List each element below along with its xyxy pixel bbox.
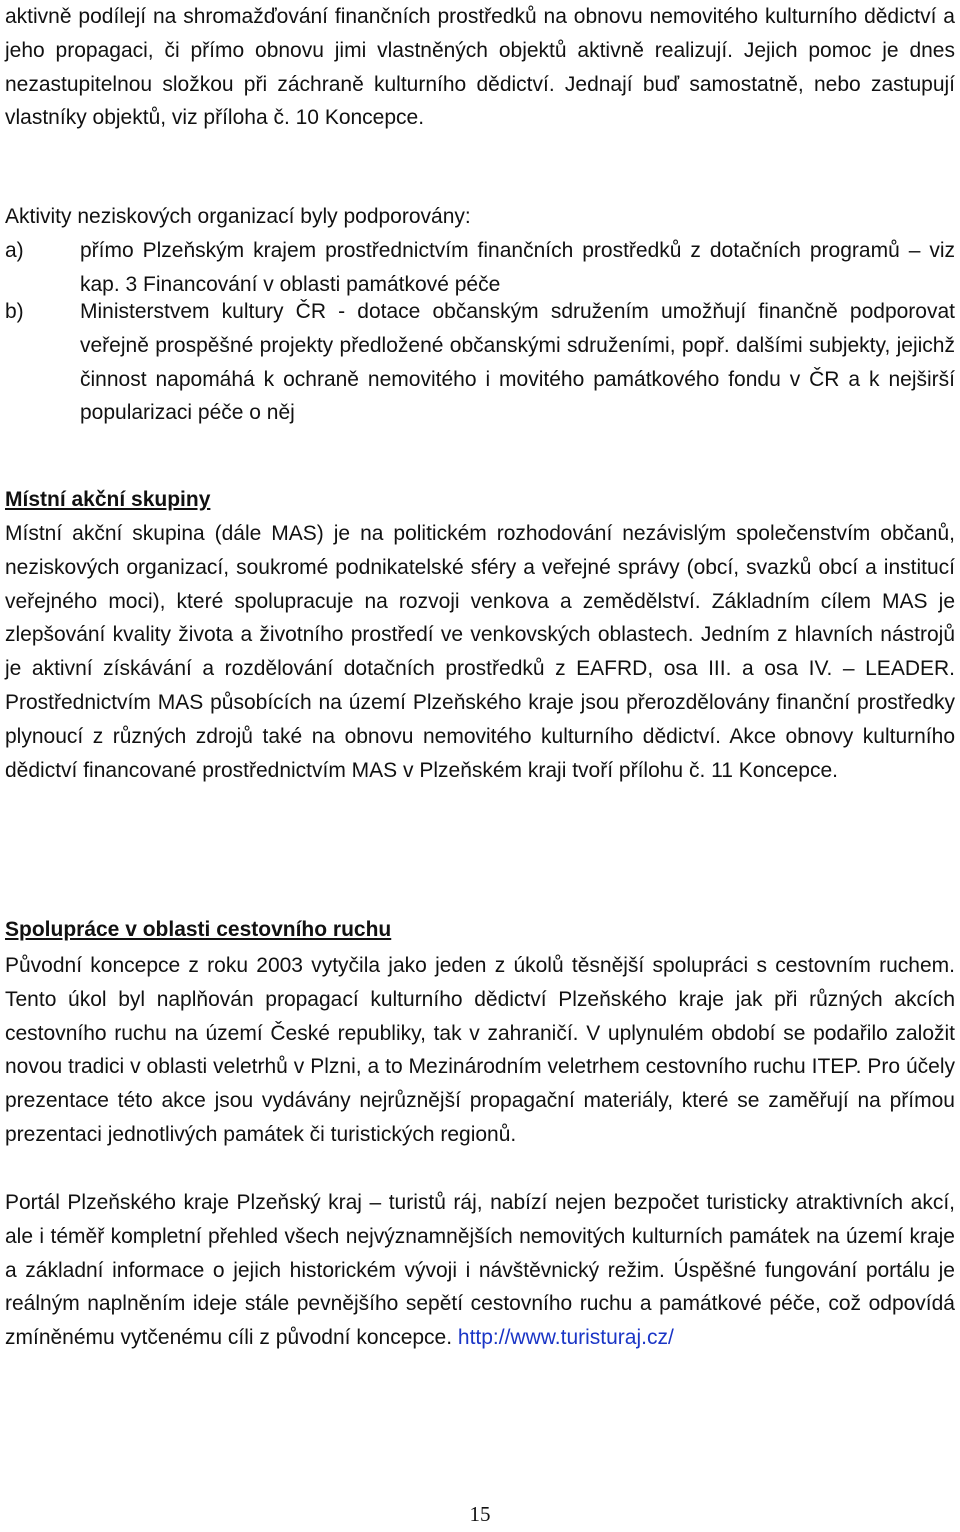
tourism-heading: Spolupráce v oblasti cestovního ruchu bbox=[5, 918, 392, 941]
mas-heading: Místní akční skupiny bbox=[5, 488, 211, 511]
tourism-paragraph-1: Původní koncepce z roku 2003 vytyčila jako jeden z úkolů těsnější spolupráci s cestovním ruchem. Tento úkol byl naplňován propagací kulturního dědictví Plzeňského kraje jak při různých akcích cestovního ruchu na území České republiky, tak v zahraničí. V uplynulém období se podařilo založit novou tradici v oblasti veletrhů v Plzni, a to Mezinárodním veletrhem cestovního ruchu ITEP. Pro účely prezentace této akce jsou vydávány nejrůznější propagační materiály, které se zaměřují na přímou prezentaci jednotlivých památek či turistických regionů. bbox=[5, 954, 955, 1146]
turisturaj-link[interactable]: http://www.turisturaj.cz/ bbox=[457, 1326, 674, 1350]
page-number: 15 bbox=[469, 1502, 491, 1526]
list-marker-a: a) bbox=[5, 239, 24, 262]
list-text-a: přímo Plzeňským krajem prostřednictvím finančních prostředků z dotačních programů – viz kap. 3 Financování v oblasti památkové péče bbox=[80, 239, 955, 296]
list-text-b: Ministerstvem kultury ČR - dotace občanským sdružením umožňují finančně podporovat veřejně prospěšné projekty předložené občanskými sdruženími, popř. dalšími subjekty, jejichž činnost napomáhá k ochraně nemovitého i movitého památkového fondu v ČR a k nejširší popularizaci péče o něj bbox=[80, 300, 955, 425]
tourism-paragraph-2-text: Portál Plzeňského kraje Plzeňský kraj – turistů ráj, nabízí nejen bezpočet turisticky atraktivních akcí, ale i téměř kompletní přehled všech nejvýznamnějších nemovitých kulturních památek na území kraje a základní informace o jejich historickém vývoji i návštěvnický režim. Úspěšné fungování portálu je reálným naplněním ideje stále pevnějšího sepětí cestovního ruchu a památkové péče, což odpovídá zmíněnému vytčenému cíli z původní koncepce. bbox=[5, 1191, 955, 1350]
mas-paragraph: Místní akční skupina (dále MAS) je na politickém rozhodování nezávislým společenstvím občanů, neziskových organizací, soukromé podnikatelské sféry a veřejné správy (obcí, svazků obcí a institucí veřejného moci), které spolupracuje na rozvoji venkova a zemědělství. Základním cílem MAS je zlepšování kvality života a životního prostředí ve venkovských oblastech. Jedním z hlavních nástrojů je aktivní získávání a rozdělování dotačních prostředků z EAFRD, osa III. a osa IV. – LEADER. Prostřednictvím MAS působících na území Plzeňského kraje jsou přerozdělovány finanční prostředky plynoucí z různých zdrojů také na obnovu nemovitého kulturního dědictví. Akce obnovy kulturního dědictví financované prostřednictvím MAS v Plzeňském kraji tvoří přílohu č. 11 Koncepce. bbox=[5, 522, 955, 782]
list-marker-b: b) bbox=[5, 300, 24, 323]
tourism-paragraph-2 bbox=[5, 1186, 955, 1355]
intro-paragraph: aktivně podílejí na shromažďování finančních prostředků na obnovu nemovitého kulturního dědictví a jeho propagaci, či přímo obnovu jimi vlastněných objektů aktivně realizují. Jejich pomoc je dnes nezastupitelnou složkou při záchraně kulturního dědictví. Jednají buď samostatně, nebo zastupují vlastníky objektů, viz příloha č. 10 Koncepce. bbox=[5, 5, 955, 130]
nonprofit-lead: Aktivity neziskových organizací byly podporovány: bbox=[5, 205, 471, 228]
